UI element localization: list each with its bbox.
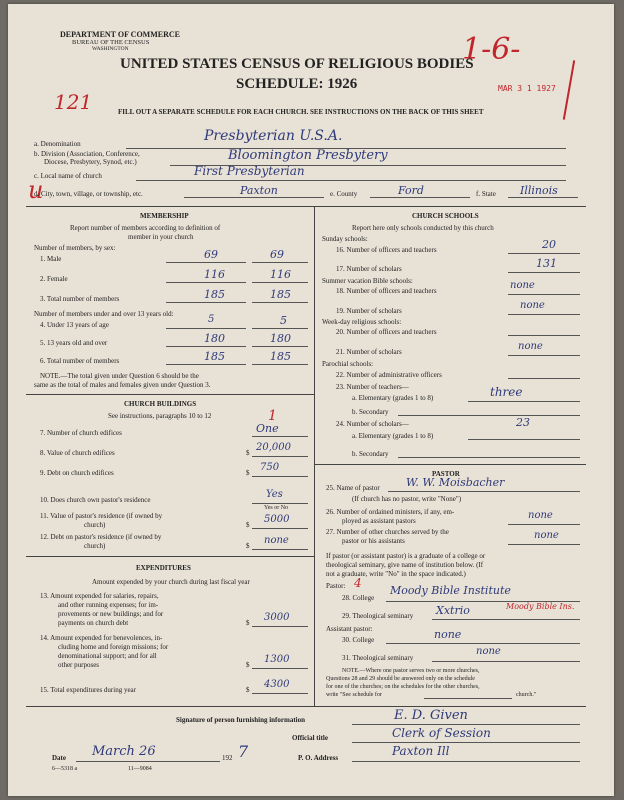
q12-label-2: church) bbox=[84, 542, 106, 550]
q2-label: 2. Female bbox=[40, 275, 68, 283]
membership-bottom-rule bbox=[26, 394, 314, 395]
official-title-label: Official title bbox=[292, 734, 328, 742]
pastor-title: PASTOR bbox=[432, 470, 460, 478]
q13-label-3: provements or new buildings; and for bbox=[58, 610, 164, 618]
q21-line bbox=[508, 355, 580, 356]
pastor-note-blank bbox=[424, 698, 512, 699]
red-four-mark: 4 bbox=[354, 576, 362, 590]
signature-line bbox=[352, 724, 580, 725]
po-address-label: P. O. Address bbox=[298, 754, 339, 762]
q14-value: 1300 bbox=[264, 654, 290, 665]
official-title-value: Clerk of Session bbox=[392, 726, 491, 740]
sunday-label: Sunday schools: bbox=[322, 235, 368, 243]
q23-label: 23. Number of teachers— bbox=[336, 383, 409, 391]
q26-line bbox=[508, 524, 580, 525]
assistant-label: Assistant pastor: bbox=[326, 625, 373, 633]
q23a-label: a. Elementary (grades 1 to 8) bbox=[352, 394, 434, 402]
city-line bbox=[184, 197, 324, 198]
q18-value: none bbox=[510, 280, 535, 291]
yes-no-hint: Yes or No bbox=[264, 505, 289, 511]
by-sex-label: Number of members, by sex: bbox=[34, 244, 116, 252]
q13-label-4: payments on church debt bbox=[58, 619, 129, 627]
red-stroke-mark bbox=[563, 60, 575, 119]
membership-note-2: same as the total of males and females given under Question 3. bbox=[34, 381, 211, 389]
buildings-bottom-rule bbox=[26, 556, 314, 557]
q13-dollar: $ bbox=[246, 619, 250, 627]
q26-label-1: 26. Number of ordained ministers, if any, em- bbox=[326, 508, 455, 516]
q17-label: 17. Number of scholars bbox=[336, 265, 402, 273]
city-label: d. City, town, village, or township, etc. bbox=[34, 190, 143, 198]
form-number-1: 6—5318 a bbox=[52, 766, 78, 772]
q23b-line bbox=[398, 415, 580, 416]
membership-note-1: NOTE.—The total given under Question 6 should be the bbox=[40, 372, 199, 380]
q5-right-value: 180 bbox=[270, 332, 291, 345]
form-title: UNITED STATES CENSUS OF RELIGIOUS BODIES bbox=[120, 56, 474, 72]
membership-sub-2: member in your church bbox=[128, 233, 194, 241]
q3-label: 3. Total number of members bbox=[40, 295, 120, 303]
q12-value: none bbox=[264, 535, 289, 546]
age-head: Number of members under and over 13 years old: bbox=[34, 310, 174, 318]
q11-dollar: $ bbox=[246, 521, 250, 529]
q30-label: 30. College bbox=[342, 636, 375, 644]
denomination-value: Presbyterian U.S.A. bbox=[204, 128, 343, 144]
q12-label-1: 12. Debt on pastor's residence (if owned by bbox=[40, 533, 162, 541]
city-label: WASHINGTON bbox=[92, 46, 129, 52]
received-stamp: MAR 3 1 1927 bbox=[498, 84, 556, 93]
red-top-number: 1-6- bbox=[462, 32, 521, 67]
q6-label: 6. Total number of members bbox=[40, 357, 120, 365]
division-value: Bloomington Presbytery bbox=[228, 148, 388, 163]
q7-line bbox=[252, 436, 308, 437]
expenditures-title: EXPENDITURES bbox=[136, 564, 191, 572]
pastor-note-3: for one of the churches; on the schedules for the other churches, bbox=[326, 684, 480, 690]
q1-right-value: 69 bbox=[270, 248, 284, 261]
q6-right-value: 185 bbox=[270, 350, 291, 363]
pastor-note-1: NOTE.—Where one pastor serves two or more churches, bbox=[342, 668, 480, 674]
q11-line bbox=[252, 528, 308, 529]
q15-dollar: $ bbox=[246, 686, 250, 694]
q30-line bbox=[386, 643, 580, 644]
q27-label-2: pastor or his assistants bbox=[342, 537, 405, 545]
q23a-line bbox=[468, 401, 580, 402]
form-number-2: 11—9084 bbox=[128, 766, 152, 772]
q5-line bbox=[166, 346, 246, 347]
q26-value: none bbox=[528, 510, 553, 521]
q24b-line bbox=[398, 457, 580, 458]
q20-label: 20. Number of officers and teachers bbox=[336, 328, 437, 336]
pastor-note-2: Questions 28 and 29 should be answered only on the schedule bbox=[326, 676, 475, 682]
q8-line bbox=[252, 456, 308, 457]
q5-label: 5. 13 years old and over bbox=[40, 339, 108, 347]
q14-dollar: $ bbox=[246, 661, 250, 669]
q4-right-line bbox=[252, 328, 308, 329]
division-label-1: b. Division (Association, Conference, bbox=[34, 150, 140, 158]
q10-label: 10. Does church own pastor's residence bbox=[40, 496, 151, 504]
q16-label: 16. Number of officers and teachers bbox=[336, 246, 437, 254]
q3-value: 185 bbox=[204, 288, 225, 301]
po-address-line bbox=[352, 761, 580, 762]
section-bottom-rule bbox=[26, 706, 586, 707]
state-label: f. State bbox=[476, 190, 496, 198]
date-line bbox=[76, 761, 220, 762]
date-label: Date bbox=[52, 754, 66, 762]
red-u-mark: u bbox=[28, 176, 44, 204]
summer-label: Summer vacation Bible schools: bbox=[322, 277, 413, 285]
division-label-2: Diocese, Presbytery, Synod, etc.) bbox=[44, 158, 137, 166]
city-value: Paxton bbox=[240, 184, 278, 197]
q3-right-line bbox=[252, 302, 308, 303]
q10-line bbox=[252, 503, 308, 504]
q2-value: 116 bbox=[204, 268, 225, 281]
pastor-note-4: write "See schedule for bbox=[326, 692, 382, 698]
q25-line bbox=[388, 491, 580, 492]
q25-label: 25. Name of pastor bbox=[326, 484, 380, 492]
q22-label: 22. Number of administrative officers bbox=[336, 371, 442, 379]
q29-line bbox=[432, 619, 580, 620]
q13-line bbox=[252, 626, 308, 627]
instruction-line: FILL OUT A SEPARATE SCHEDULE FOR EACH CHURCH. SEE INSTRUCTIONS ON THE BACK OF THIS SHEET bbox=[118, 108, 484, 116]
q31-label: 31. Theological seminary bbox=[342, 654, 414, 662]
q21-label: 21. Number of scholars bbox=[336, 348, 402, 356]
pastor-sub-label: Pastor: bbox=[326, 582, 346, 590]
q19-label: 19. Number of scholars bbox=[336, 307, 402, 315]
po-address-value: Paxton Ill bbox=[392, 744, 450, 758]
grad-note-3: not a graduate, write "No" in the space indicated.) bbox=[326, 570, 466, 578]
schedule-title: SCHEDULE: 1926 bbox=[236, 76, 358, 92]
q3-line bbox=[166, 302, 246, 303]
q29-label: 29. Theological seminary bbox=[342, 612, 414, 620]
date-value: March 26 bbox=[92, 744, 156, 759]
q9-dollar: $ bbox=[246, 469, 250, 477]
q23b-label: b. Secondary bbox=[352, 408, 389, 416]
q6-value: 185 bbox=[204, 350, 225, 363]
q4-label: 4. Under 13 years of age bbox=[40, 321, 109, 329]
q2-right-value: 116 bbox=[270, 268, 291, 281]
membership-sub-1: Report number of members according to definition of bbox=[70, 224, 221, 232]
local-name-line bbox=[136, 180, 566, 181]
q26-label-2: ployed as assistant pastors bbox=[342, 517, 416, 525]
q11-label-2: church) bbox=[84, 521, 106, 529]
schools-sub: Report here only schools conducted by this church bbox=[352, 224, 494, 232]
q27-value: none bbox=[534, 530, 559, 541]
q19-line bbox=[508, 314, 580, 315]
q5-right-line bbox=[252, 346, 308, 347]
q9-value: 750 bbox=[260, 462, 280, 473]
q11-label-1: 11. Value of pastor's residence (if owned by bbox=[40, 512, 163, 520]
q4-right-value: 5 bbox=[280, 314, 287, 327]
q3-right-value: 185 bbox=[270, 288, 291, 301]
q13-value: 3000 bbox=[264, 612, 290, 623]
q24-top-value: 23 bbox=[516, 416, 530, 429]
parochial-label: Parochial schools: bbox=[322, 360, 374, 368]
q15-label: 15. Total expenditures during year bbox=[40, 686, 136, 694]
q4-value: 5 bbox=[208, 314, 215, 325]
grad-note-1: If pastor (or assistant pastor) is a graduate of a college or bbox=[326, 552, 486, 560]
q7-label: 7. Number of church edifices bbox=[40, 429, 122, 437]
q14-label-3: denominational support; and for all bbox=[58, 652, 157, 660]
official-title-line bbox=[352, 742, 580, 743]
q16-line bbox=[508, 253, 580, 254]
section-top-rule bbox=[26, 206, 586, 207]
county-line bbox=[370, 197, 470, 198]
weekday-label: Week-day religious schools: bbox=[322, 318, 402, 326]
q1-value: 69 bbox=[204, 248, 218, 261]
q12-dollar: $ bbox=[246, 542, 250, 550]
q6-line bbox=[166, 364, 246, 365]
q9-label: 9. Debt on church edifices bbox=[40, 469, 114, 477]
buildings-title: CHURCH BUILDINGS bbox=[124, 400, 197, 408]
q8-label: 8. Value of church edifices bbox=[40, 449, 115, 457]
q2-right-line bbox=[252, 282, 308, 283]
census-schedule-page bbox=[8, 4, 614, 796]
q29-extra-note: Moody Bible Ins. bbox=[506, 602, 575, 611]
q25-note: (If church has no pastor, write "None") bbox=[352, 495, 462, 503]
q18-label: 18. Number of officers and teachers bbox=[336, 287, 437, 295]
q14-label-2: cluding home and foreign missions; for bbox=[58, 643, 169, 651]
state-line bbox=[508, 197, 578, 198]
grad-note-2: theological seminary, give name of institution below. (If bbox=[326, 561, 484, 569]
signature-label: Signature of person furnishing information bbox=[176, 716, 305, 724]
q29-value: Xxtrio bbox=[436, 604, 470, 617]
local-name-value: First Presbyterian bbox=[194, 164, 305, 178]
q14-label-4: other purposes bbox=[58, 661, 100, 669]
q19-value: none bbox=[520, 300, 545, 311]
schools-title: CHURCH SCHOOLS bbox=[412, 212, 479, 220]
pastor-note-5: church." bbox=[516, 692, 537, 698]
expenditures-sub: Amount expended by your church during last fiscal year bbox=[92, 578, 250, 586]
q13-label-2: and other running expenses; for im- bbox=[58, 601, 159, 609]
year-prefix: 192 bbox=[222, 754, 233, 762]
q12-line bbox=[252, 549, 308, 550]
q15-line bbox=[252, 693, 308, 694]
q15-value: 4300 bbox=[264, 679, 290, 690]
q27-line bbox=[508, 544, 580, 545]
q31-value: none bbox=[476, 646, 501, 657]
q18-line bbox=[508, 294, 580, 295]
q22-line bbox=[508, 378, 580, 379]
q24b-label: b. Secondary bbox=[352, 450, 389, 458]
q13-label-1: 13. Amount expended for salaries, repairs, bbox=[40, 592, 159, 600]
q1-label: 1. Male bbox=[40, 255, 62, 263]
q28-label: 28. College bbox=[342, 594, 375, 602]
q21-value: none bbox=[518, 341, 543, 352]
membership-title: MEMBERSHIP bbox=[140, 212, 189, 220]
bureau-label: BUREAU OF THE CENSUS bbox=[72, 39, 150, 46]
q31-line bbox=[432, 661, 580, 662]
county-label: e. County bbox=[330, 190, 358, 198]
buildings-sub: See instructions, paragraphs 10 to 12 bbox=[108, 412, 212, 420]
red-number: 121 bbox=[54, 90, 93, 114]
q17-value: 131 bbox=[536, 257, 557, 270]
denomination-label: a. Denomination bbox=[34, 140, 81, 148]
schools-bottom-rule bbox=[314, 464, 586, 465]
q2-line bbox=[166, 282, 246, 283]
q1-line bbox=[166, 262, 246, 263]
q14-label-1: 14. Amount expended for benevolences, in- bbox=[40, 634, 163, 642]
q24-label: 24. Number of scholars— bbox=[336, 420, 409, 428]
q30-value: none bbox=[434, 628, 462, 641]
q11-value: 5000 bbox=[264, 514, 290, 525]
dept-label: DEPARTMENT OF COMMERCE bbox=[60, 30, 181, 39]
q7-value: One bbox=[256, 422, 279, 435]
q28-value: Moody Bible Institute bbox=[390, 584, 511, 597]
q8-dollar: $ bbox=[246, 449, 250, 457]
q8-value: 20,000 bbox=[256, 442, 291, 453]
q23a-value: three bbox=[490, 385, 523, 399]
q25-value: W. W. Moisbacher bbox=[406, 476, 505, 489]
local-name-label: c. Local name of church bbox=[34, 172, 102, 180]
q14-line bbox=[252, 668, 308, 669]
q24a-label: a. Elementary (grades 1 to 8) bbox=[352, 432, 434, 440]
signature-value: E. D. Given bbox=[394, 708, 468, 723]
q20-line bbox=[508, 335, 580, 336]
county-value: Ford bbox=[398, 184, 424, 197]
q17-line bbox=[508, 272, 580, 273]
q10-value: Yes bbox=[266, 489, 283, 500]
q16-value: 20 bbox=[542, 238, 556, 251]
q9-line bbox=[252, 476, 308, 477]
red-one-mark: 1 bbox=[268, 408, 277, 424]
state-value: Illinois bbox=[520, 184, 558, 197]
q1-right-line bbox=[252, 262, 308, 263]
q6-right-line bbox=[252, 364, 308, 365]
q27-label-1: 27. Number of other churches served by the bbox=[326, 528, 449, 536]
year-value: 7 bbox=[238, 742, 249, 761]
q4-line bbox=[166, 328, 246, 329]
q5-value: 180 bbox=[204, 332, 225, 345]
column-divider bbox=[314, 206, 315, 706]
q24a-line bbox=[468, 439, 580, 440]
